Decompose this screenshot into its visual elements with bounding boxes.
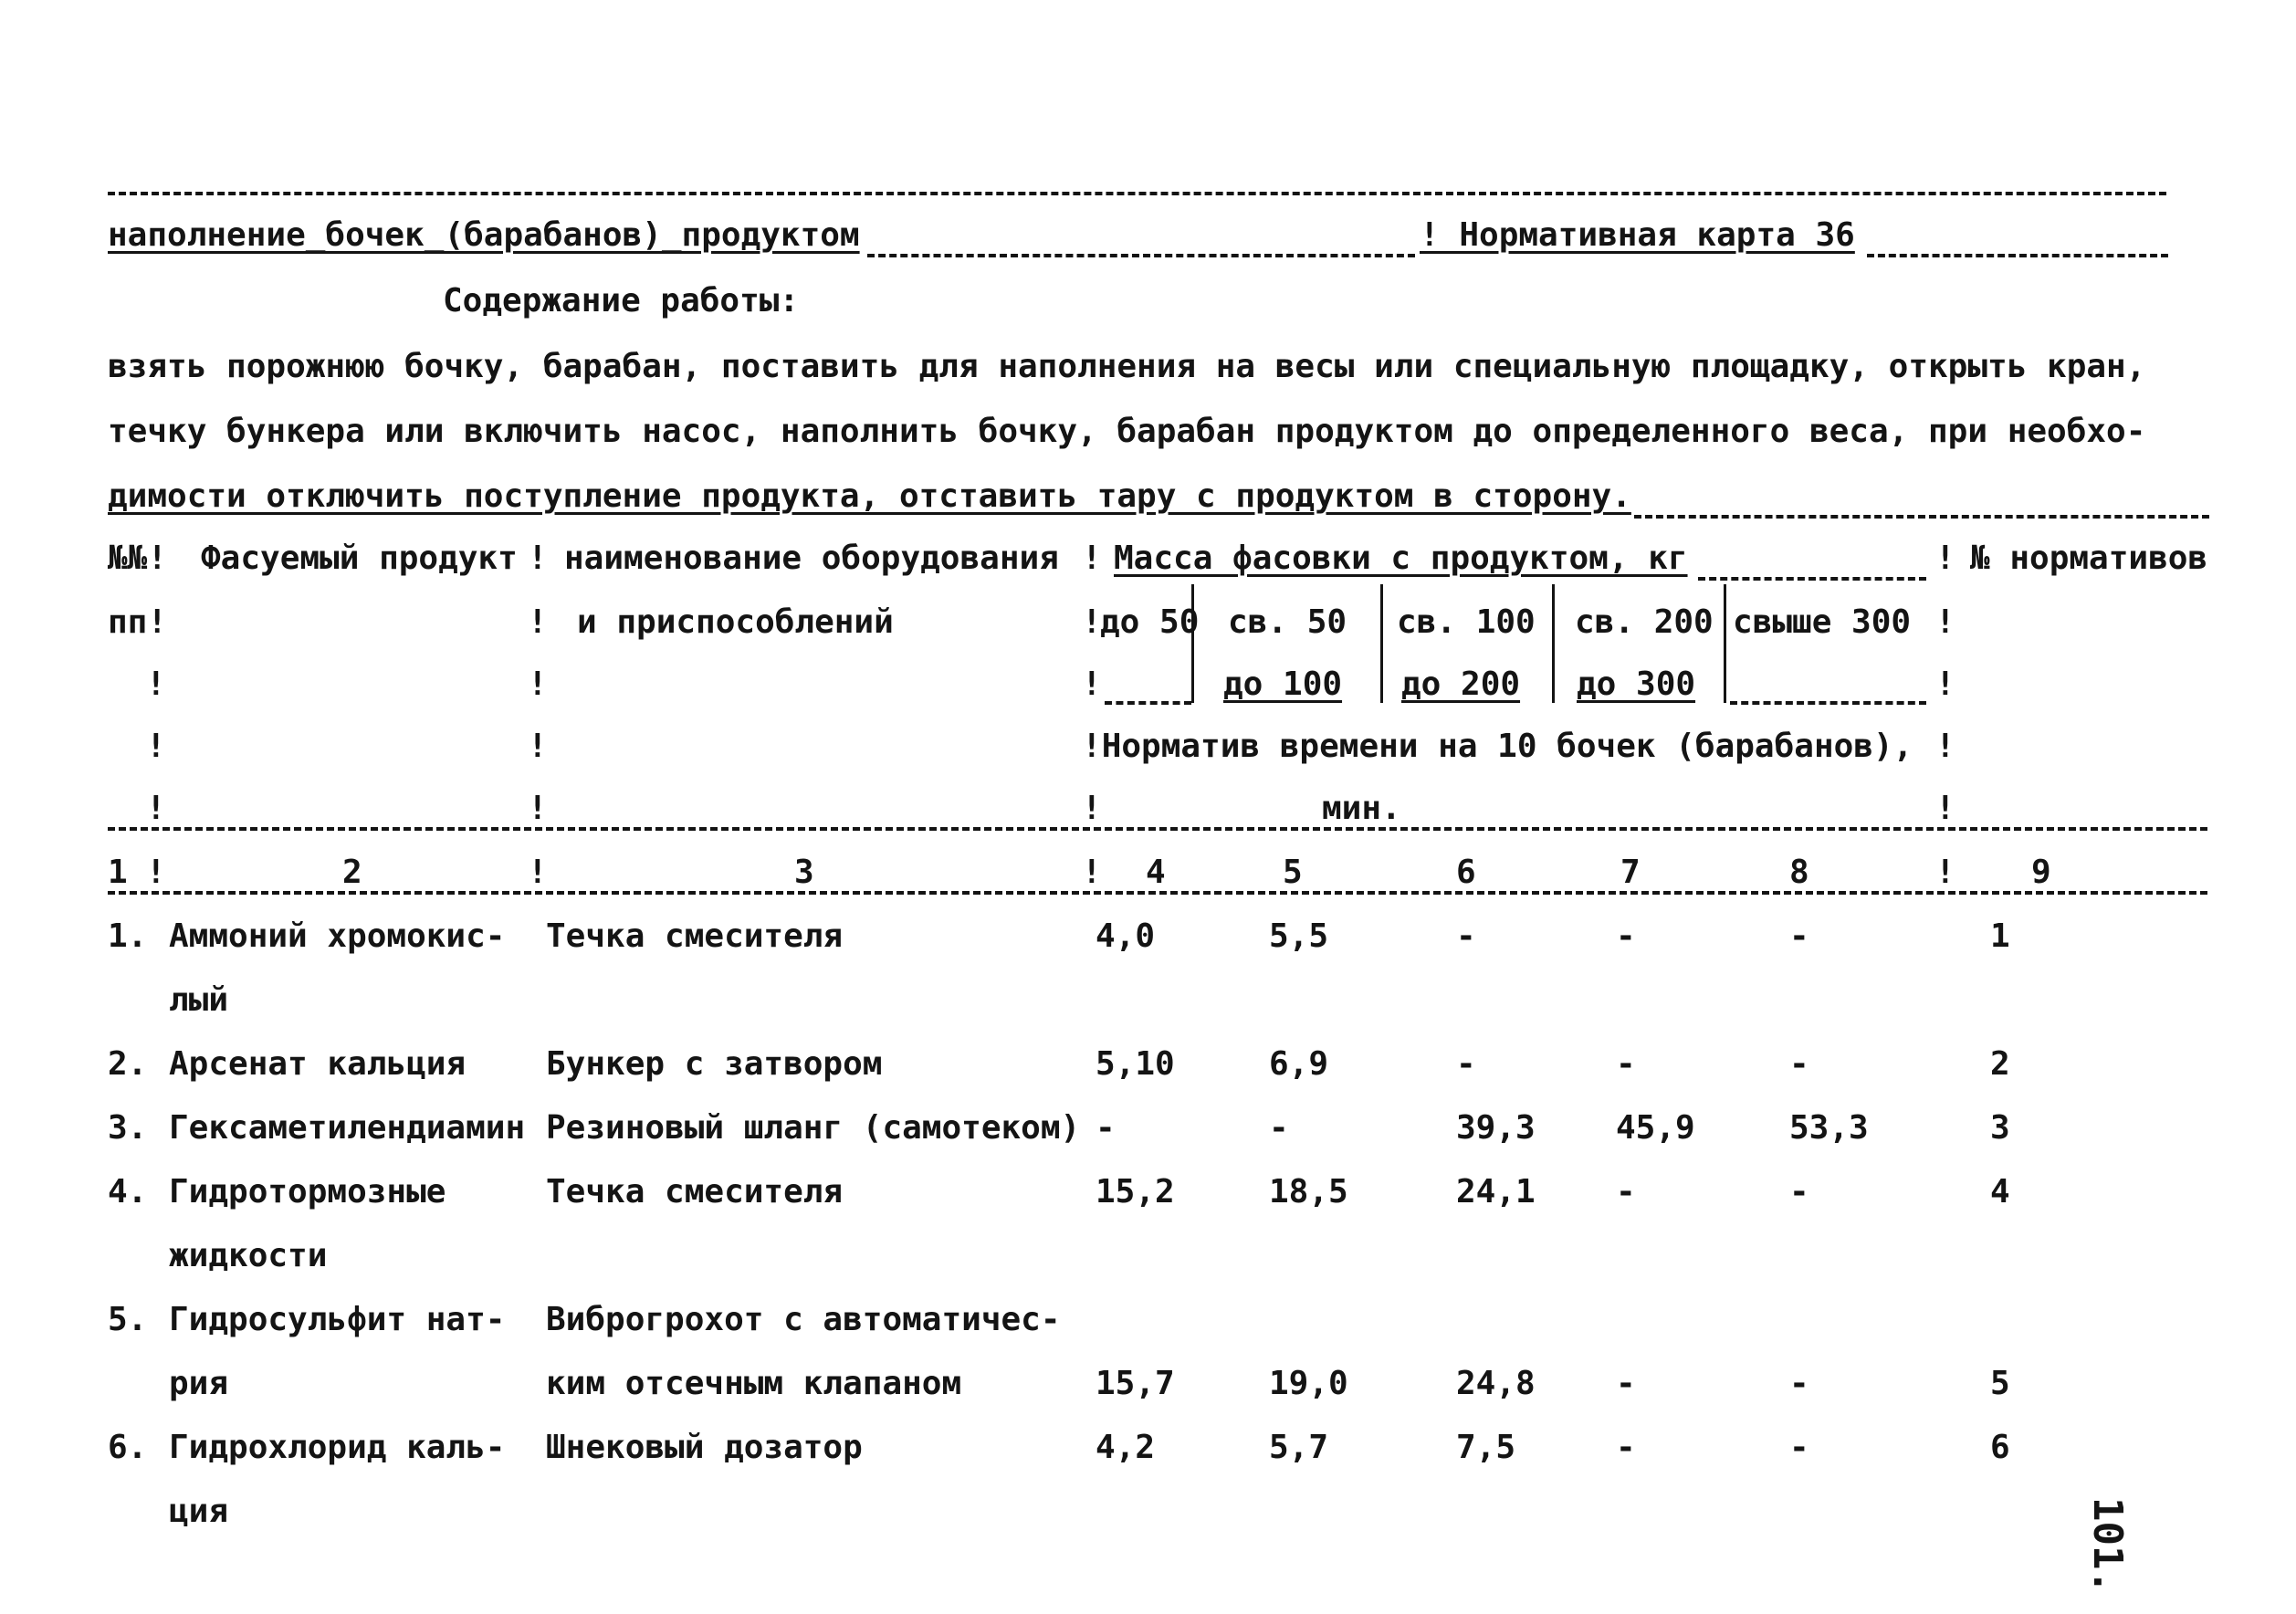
sep: ! [146, 854, 166, 891]
row-value: 24,8 [1456, 1365, 1536, 1402]
range-divider [1191, 584, 1194, 703]
row-equipment: Шнековый дозатор [546, 1429, 863, 1466]
row-value: 19,0 [1269, 1365, 1348, 1402]
page-number: 101. [2084, 1497, 2131, 1594]
row-number: 1. [108, 917, 148, 955]
row-value: 18,5 [1269, 1173, 1348, 1210]
row-number: 4. [108, 1173, 148, 1210]
col-num-header: №№! [108, 540, 168, 577]
row-product: Гидрохлорид каль- [169, 1429, 506, 1466]
col-number: 8 [1789, 854, 1809, 891]
row-equipment: Бункер с затвором [546, 1045, 883, 1083]
row-norm: 2 [1990, 1045, 2010, 1083]
normative-card-label: ! Нормативная карта 36 [1420, 216, 1855, 254]
sep: ! [528, 540, 548, 577]
col-number: 6 [1456, 854, 1476, 891]
col-mass-header: Масса фасовки с продуктом, кг [1114, 540, 1688, 577]
row-value: - [1789, 1045, 1809, 1083]
sep: ! [528, 790, 548, 827]
col-number: 3 [794, 854, 814, 891]
sep: ! [1935, 603, 1955, 641]
mass-range-2b: до 100 [1223, 666, 1343, 703]
row-number: 2. [108, 1045, 148, 1083]
range-underline [1105, 701, 1191, 705]
row-value: - [1616, 1365, 1636, 1402]
row-norm: 6 [1990, 1429, 2010, 1466]
card-rule-fill [1867, 254, 2168, 257]
col-number: 9 [2031, 854, 2051, 891]
sep: ! [528, 666, 548, 703]
col-number: 5 [1283, 854, 1303, 891]
work-rule-fill [1634, 515, 2209, 519]
row-product-cont: рия [169, 1365, 229, 1402]
row-norm: 4 [1990, 1173, 2010, 1210]
row-value: 4,2 [1096, 1429, 1156, 1466]
row-number: 5. [108, 1301, 148, 1338]
work-heading: Содержание работы: [443, 282, 800, 320]
row-value: 45,9 [1616, 1109, 1695, 1147]
row-value: - [1616, 1173, 1636, 1210]
row-value: - [1789, 1173, 1809, 1210]
work-line-3: димости отключить поступление продукта, отставить тару с продуктом в сторону. [108, 477, 1631, 515]
row-value: - [1789, 1429, 1809, 1466]
row-value: - [1269, 1109, 1289, 1147]
mass-range-3a: св. 100 [1397, 603, 1536, 641]
sep: ! [1935, 854, 1955, 891]
work-line-2: течку бункера или включить насос, наполнить бочку, барабан продуктом до определенного веса, при необхо- [108, 413, 2146, 450]
row-product: Арсенат кальция [169, 1045, 467, 1083]
row-value: 5,7 [1269, 1429, 1329, 1466]
mass-rule-fill [1698, 577, 1926, 581]
top-rule [108, 192, 2166, 195]
col-equipment-header: наименование оборудования [564, 540, 1059, 577]
row-product: Гексаметилендиамин [169, 1109, 526, 1147]
sep: ! [1935, 728, 1955, 765]
row-product-cont: жидкости [169, 1237, 328, 1274]
mass-range-4b: до 300 [1577, 666, 1696, 703]
mass-range-1: до 50 [1100, 603, 1200, 641]
row-equipment: Резиновый шланг (самотеком) [546, 1109, 1081, 1147]
col-number: 7 [1620, 854, 1641, 891]
row-norm: 3 [1990, 1109, 2010, 1147]
col-number: 2 [342, 854, 362, 891]
row-value: 5,5 [1269, 917, 1329, 955]
mass-range-2a: св. 50 [1228, 603, 1347, 641]
row-norm: 1 [1990, 917, 2010, 955]
row-value: 4,0 [1096, 917, 1156, 955]
row-product: Аммоний хромокис- [169, 917, 506, 955]
range-divider [1380, 584, 1383, 703]
row-value: 7,5 [1456, 1429, 1516, 1466]
row-product: Гидросульфит нат- [169, 1301, 506, 1338]
row-value: - [1456, 917, 1476, 955]
row-value: 53,3 [1789, 1109, 1869, 1147]
row-value: 6,9 [1269, 1045, 1329, 1083]
sep: ! [1082, 666, 1102, 703]
row-value: - [1616, 1045, 1636, 1083]
row-value: 15,7 [1096, 1365, 1175, 1402]
sep: ! [146, 728, 166, 765]
row-value: 5,10 [1096, 1045, 1175, 1083]
sep: ! [528, 603, 548, 641]
time-unit: мин. [1322, 790, 1401, 827]
col-numbers-rule [108, 891, 2207, 895]
sep: ! [1935, 666, 1955, 703]
row-number: 6. [108, 1429, 148, 1466]
row-product-cont: ция [169, 1493, 229, 1530]
range-divider [1552, 584, 1555, 703]
row-value: - [1456, 1045, 1476, 1083]
sep: ! [1082, 603, 1102, 641]
sep: ! [1082, 790, 1102, 827]
page-title: наполнение_бочек_(барабанов)_продуктом [108, 216, 860, 254]
col-product-header: Фасуемый продукт [201, 540, 518, 577]
row-number: 3. [108, 1109, 148, 1147]
time-norm-header: !Норматив времени на 10 бочек (барабанов), [1082, 728, 1913, 765]
col-number: 1 [108, 854, 128, 891]
range-divider [1724, 584, 1726, 703]
row-equipment-cont: ким отсечным клапаном [546, 1365, 962, 1402]
row-value: - [1789, 1365, 1809, 1402]
sep: ! [1082, 854, 1102, 891]
sep: ! [1935, 540, 1955, 577]
mass-range-4a: св. 200 [1575, 603, 1714, 641]
row-value: - [1096, 1109, 1116, 1147]
sep: ! [1082, 540, 1102, 577]
row-value: 24,1 [1456, 1173, 1536, 1210]
row-value: 15,2 [1096, 1173, 1175, 1210]
row-equipment: Течка смесителя [546, 1173, 844, 1210]
row-equipment: Течка смесителя [546, 917, 844, 955]
col-equipment-header-2: и приспособлений [577, 603, 894, 641]
col-norms-header: № нормативов [1970, 540, 2208, 577]
col-num-header-2: пп! [108, 603, 168, 641]
col-number: 4 [1146, 854, 1166, 891]
header-bottom-rule [108, 827, 2207, 831]
sep: ! [146, 666, 166, 703]
mass-range-3b: до 200 [1401, 666, 1521, 703]
row-value: - [1616, 1429, 1636, 1466]
row-value: - [1789, 917, 1809, 955]
work-line-1: взять порожнюю бочку, барабан, поставить для наполнения на весы или специальную площадку, открыть кран, [108, 348, 2146, 385]
sep: ! [1935, 790, 1955, 827]
row-value: 39,3 [1456, 1109, 1536, 1147]
row-norm: 5 [1990, 1365, 2010, 1402]
row-product: Гидротормозные [169, 1173, 446, 1210]
range-underline [1730, 701, 1926, 705]
row-value: - [1616, 917, 1636, 955]
row-equipment: Виброгрохот с автоматичес- [546, 1301, 1061, 1338]
mass-range-5: свыше 300 [1733, 603, 1912, 641]
sep: ! [528, 728, 548, 765]
title-rule-fill [867, 254, 1415, 257]
row-product-cont: лый [169, 981, 229, 1019]
sep: ! [528, 854, 548, 891]
sep: ! [146, 790, 166, 827]
